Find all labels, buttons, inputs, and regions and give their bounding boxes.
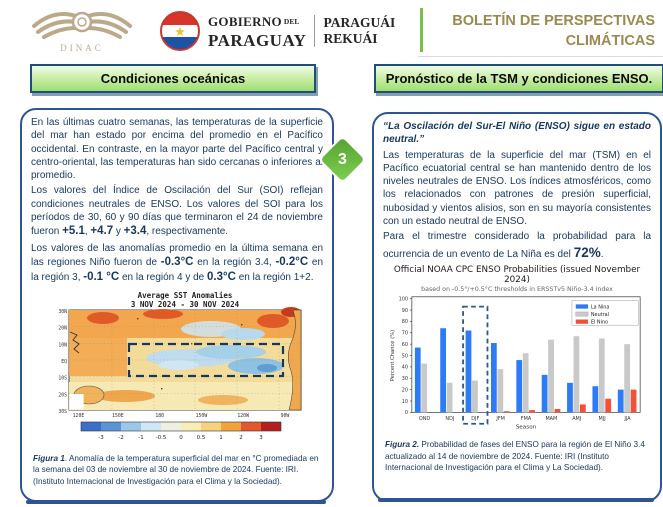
oceanic-paragraph-3: Los valores de las anomalías promedio en la última semana en las regiones Niño fueron de -0.3°C en la región 3.4, -0.2°C en la región 3, -0.1 °C en la región 4 y de 0.3°C en la región 1+2. <box>31 242 324 284</box>
svg-text:3: 3 <box>259 434 263 441</box>
svg-text:70: 70 <box>401 330 409 337</box>
svg-text:50: 50 <box>401 352 409 359</box>
svg-text:MAM: MAM <box>545 415 558 422</box>
gov-wordmark-guarani <box>323 15 395 46</box>
gov-del: DEL <box>283 16 300 26</box>
svg-text:AMJ: AMJ <box>572 415 582 422</box>
svg-text:Season: Season <box>515 424 537 431</box>
dinac-logo <box>26 4 138 56</box>
svg-text:Average SST Anomalies: Average SST Anomalies <box>137 290 233 300</box>
step-badge-number: 3 <box>338 150 347 168</box>
svg-text:120E: 120E <box>72 413 85 419</box>
logo-divider <box>314 15 315 47</box>
svg-text:20S: 20S <box>58 392 67 398</box>
svg-text:100: 100 <box>398 296 409 303</box>
gov-line2: PARAGUAY <box>208 30 307 50</box>
enso-forecast-panel <box>372 112 662 502</box>
svg-text:30S: 30S <box>58 409 67 415</box>
svg-text:Percent Chance (%): Percent Chance (%) <box>389 329 396 381</box>
svg-text:El Nino: El Nino <box>590 319 609 326</box>
svg-text:150W: 150W <box>195 413 208 419</box>
bulletin-title-line1: BOLETÍN DE PERSPECTIVAS <box>452 13 655 29</box>
section-title-forecast: Pronóstico de la TSM y condiciones ENSO. <box>374 64 663 93</box>
section-title-oceanic: Condiciones oceánicas <box>30 64 316 93</box>
right-panel-underline <box>378 498 654 502</box>
oceanic-paragraph-1: En las últimas cuatro semanas, las temperaturas de la superficie del mar han estado por encima del promedio en el Pacífico occidental. En contraste, en la mayor parte del Pacífico central y centro-oriental, las temperaturas han sido cercanas o inferiores al promedio. <box>31 117 323 182</box>
svg-text:JFM: JFM <box>496 415 505 422</box>
svg-text:40: 40 <box>401 364 409 371</box>
green-accent-bar <box>420 8 423 52</box>
svg-text:FMA: FMA <box>520 415 532 422</box>
soi-60d-value: +4.7 <box>90 225 114 238</box>
star-icon: ★ <box>174 23 186 39</box>
svg-text:OND: OND <box>418 415 431 422</box>
chart-subtitle: based on -0.5°/+0.5°C thresholds in ERSSTv5 Niño-3.4 index <box>421 285 613 293</box>
svg-text:30: 30 <box>401 375 409 382</box>
svg-text:NDJ: NDJ <box>445 415 455 422</box>
oceanic-conditions-panel <box>20 108 334 502</box>
svg-text:80: 80 <box>401 318 409 325</box>
gov-line1: GOBIERNO <box>208 13 282 29</box>
forecast-paragraph-1: Las temperaturas de la superficie del mar (TSM) en el Pacífico ecuatorial central se han mantenido dentro de los niveles neutrales de ENSO. Los índices atmosféricos, como los relacionados con patrones de presión superficial, nubosidad y vientos alisios, son en su mayoría consistentes con un estado neutral de ENSO. <box>383 149 651 228</box>
la-nina-probability: 72% <box>573 244 601 260</box>
soi-90d-value: +3.4 <box>123 225 147 238</box>
nino12-anomaly: 0.3°C <box>207 271 236 284</box>
sst-anomaly-figure <box>31 288 323 489</box>
nino3-anomaly: -0.2°C <box>275 255 309 268</box>
svg-text:-3: -3 <box>98 434 104 441</box>
svg-text:EQ: EQ <box>61 359 67 365</box>
figure1-caption: Figura 1. Anomalía de la temperatura superficial del mar en °C promediada en la semana del 03 de noviembre al 30 de noviembre de 2024. Fuente: IRI. (Instituto Internacional de Investigación para el Clima y la Sociedad). <box>33 453 319 487</box>
chart-title: Official NOAA CPC ENSO Probabilities (issued November 2024) <box>393 264 641 285</box>
svg-text:1: 1 <box>219 434 223 441</box>
svg-text:2: 2 <box>239 434 243 441</box>
svg-text:0: 0 <box>404 409 409 416</box>
svg-text:30N: 30N <box>58 309 67 315</box>
svg-text:150E: 150E <box>112 413 124 419</box>
header-rule <box>418 56 663 57</box>
oceanic-paragraph-2: Los valores del Índice de Oscilación del Sur (SOI) reflejan condiciones neutrales de ENSO. Los valores del SOI para los períodos de 30, 60 y 90 días que terminaron el 24 de noviembre fueron +5.1, +4.7 y +3.4, respectivamente. <box>31 185 323 238</box>
dinac-wings-icon <box>26 4 138 56</box>
svg-text:180: 180 <box>155 413 165 419</box>
nino34-anomaly: -0.3°C <box>160 255 194 268</box>
gov-paraguay-logo <box>160 8 395 54</box>
bulletin-title <box>430 11 655 52</box>
left-panel-underline <box>26 500 326 504</box>
svg-text:120W: 120W <box>237 413 249 419</box>
figure2-caption: Figura 2. Probabilidad de fases del ENSO para la región de El Niño 3.4 actualizado al 14 de noviembre de 2024. Fuente: IRI (Instituto Internacional de Investigación para el Clima y La Sociedad). <box>385 439 645 473</box>
svg-text:JJA: JJA <box>624 415 631 422</box>
sst-map <box>41 288 313 446</box>
svg-text:-0.5: -0.5 <box>155 434 167 441</box>
soi-30d-value: +5.1 <box>62 225 85 238</box>
svg-text:10N: 10N <box>58 342 67 348</box>
enso-probability-chart <box>386 293 648 437</box>
forecast-paragraph-2: Para el trimestre considerado la probabilidad para la ocurrencia de un evento de La Niña es del 72%. <box>383 231 651 260</box>
svg-text:0: 0 <box>179 434 183 441</box>
gov-wordmark-es <box>208 14 306 49</box>
svg-text:3 NOV 2024 - 30 NOV 2024: 3 NOV 2024 - 30 NOV 2024 <box>130 299 240 309</box>
svg-text:-1: -1 <box>138 434 144 441</box>
gov-guarani2: REKUÁI <box>323 31 378 46</box>
svg-text:0.5: 0.5 <box>196 434 206 441</box>
svg-text:90: 90 <box>401 307 409 314</box>
svg-text:La Nina: La Nina <box>590 304 610 311</box>
step-badge-diamond <box>321 138 365 182</box>
svg-text:DJF: DJF <box>471 415 480 422</box>
svg-text:-2: -2 <box>118 434 124 441</box>
gov-guarani1: PARAGUÁI <box>323 15 396 31</box>
svg-text:MJJ: MJJ <box>598 415 606 422</box>
svg-text:20: 20 <box>401 387 409 394</box>
enso-probability-figure <box>383 265 651 475</box>
svg-text:Neutral: Neutral <box>590 311 610 318</box>
svg-text:60: 60 <box>401 341 409 348</box>
dinac-label: DINAC <box>60 43 104 53</box>
paraguay-emblem-icon <box>160 11 200 51</box>
svg-text:90W: 90W <box>280 413 290 419</box>
svg-text:10: 10 <box>401 398 409 405</box>
enso-status-quote: “La Oscilación del Sur-El Niño (ENSO) sigue en estado neutral.” <box>383 121 651 146</box>
bulletin-title-line2: CLIMÁTICAS <box>565 33 655 50</box>
nino4-anomaly: -0.1 °C <box>83 271 120 284</box>
svg-text:20N: 20N <box>58 326 67 332</box>
svg-text:10S: 10S <box>58 376 67 382</box>
